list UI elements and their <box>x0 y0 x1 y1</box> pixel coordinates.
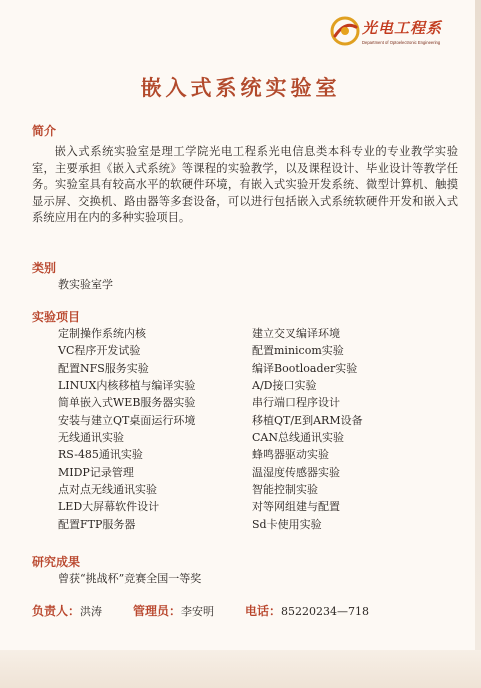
category-heading: 类别 <box>32 261 57 275</box>
list-item: LED大屏幕软件设计 <box>58 500 160 514</box>
intro-heading: 简介 <box>32 124 57 138</box>
list-item: 定制操作系统内核 <box>58 327 146 340</box>
logo-english-name: Department of Optoelectronic Engineering <box>362 40 441 45</box>
list-item: 温湿度传感器实验 <box>252 465 340 479</box>
list-item: A/D接口实验 <box>252 379 317 393</box>
page-title: 嵌入式系统实验室 <box>140 75 341 100</box>
list-item: 无线通讯实验 <box>58 431 124 445</box>
department-logo <box>330 14 460 52</box>
projects-heading: 实验项目 <box>32 310 81 324</box>
list-item: CAN总线通讯实验 <box>252 431 344 445</box>
list-item: 编译Bootloader实验 <box>252 361 358 375</box>
contact-footer <box>32 602 369 619</box>
logo-emblem-icon <box>330 16 360 46</box>
list-item: 配置minicom实验 <box>252 344 344 358</box>
project-list-left <box>58 325 195 533</box>
list-item: 简单嵌入式WEB服务器实验 <box>58 396 196 410</box>
decorative-border <box>475 0 481 688</box>
list-item: VC程序开发试验 <box>58 344 141 358</box>
list-item: 串行端口程序设计 <box>252 396 340 410</box>
list-item: 移植QT/E到ARM设备 <box>252 413 363 427</box>
head-label: 负责人： <box>32 604 81 618</box>
list-item: 配置NFS服务实验 <box>58 361 149 375</box>
list-item: 点对点无线通讯实验 <box>58 483 157 497</box>
intro-paragraph: 嵌入式系统实验室是理工学院光电工程系光电信息类本科专业的专业教学实验室，主要承担《嵌入式系统》等课程的实验教学，以及课程设计、毕业设计等教学任务。实验室具有较高水平的软硬件环境，有嵌入式实验开发系统、微型计算机、触摸显示屏、交换机、路由器等多套设备，可以进行包括嵌入式系统软硬件开发和嵌入式系统应用在内的多种实验项目。 <box>32 145 458 225</box>
achievements-value: 曾获“挑战杯”竞赛全国一等奖 <box>58 572 202 585</box>
list-item: MIDP记录管理 <box>58 465 134 479</box>
list-item: 安装与建立QT桌面运行环境 <box>58 413 196 427</box>
phone-label: 电话： <box>245 604 282 618</box>
admin-value: 李安明 <box>181 605 215 618</box>
category-value: 教实验室学 <box>58 278 113 291</box>
list-item: 配置FTP服务器 <box>58 517 136 531</box>
list-item: 建立交叉编译环境 <box>252 327 340 340</box>
decorative-footer-band <box>0 650 481 688</box>
list-item: 智能控制实验 <box>252 483 318 497</box>
list-item: 对等网组建与配置 <box>252 500 340 514</box>
logo-chinese-name: 光电工程系 <box>362 19 443 37</box>
list-item: RS-485通讯实验 <box>58 448 143 462</box>
achievements-heading: 研究成果 <box>32 555 81 569</box>
admin-label: 管理员： <box>133 604 182 618</box>
phone-value: 85220234—718 <box>281 605 370 618</box>
head-value: 洪涛 <box>80 605 103 618</box>
list-item: 蜂鸣器驱动实验 <box>252 448 329 462</box>
list-item: Sd卡使用实验 <box>252 517 322 531</box>
list-item: LINUX内核移植与编译实验 <box>58 379 196 393</box>
project-list-right <box>252 325 363 533</box>
